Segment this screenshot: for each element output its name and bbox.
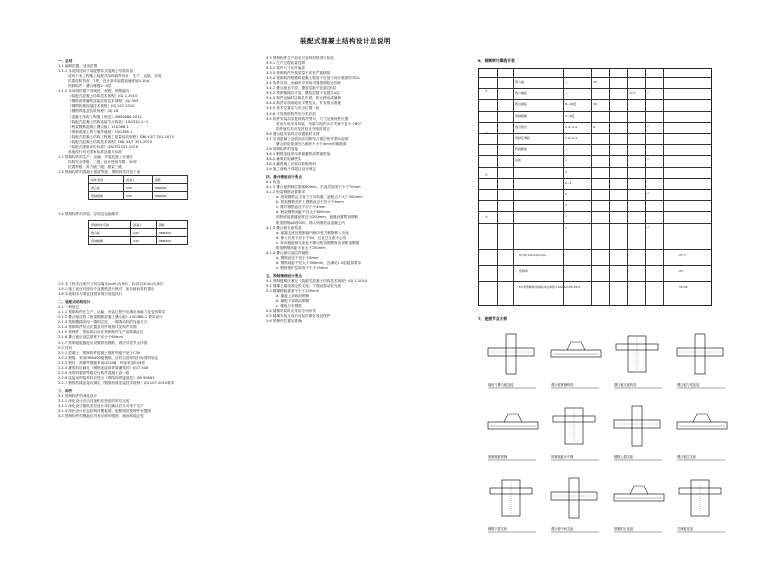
table-cell: 构件类别: [89, 176, 124, 184]
table-cell: C30: [123, 192, 152, 200]
note-line: 3.3.2 构件尺寸允许偏差: [266, 66, 306, 71]
table-cell: HRB400: [156, 229, 187, 237]
note-line: 《混凝土结构工程施工规范》GB50666-2011: [68, 114, 142, 119]
table-cell: 17.7: [629, 91, 636, 96]
table-cell: 预制构件名称: [89, 221, 131, 229]
note-line: 3.5 构件安装前应复核构件型号、尺寸及预埋件位置: [266, 116, 349, 121]
note-line: 2.1.3 预制楼梯采用一端固定铰、一端滑动铰的连接方式: [58, 320, 148, 325]
note-line: 《装配式混凝土结构技术规程》DBJ 43/T 301-2015: [68, 139, 153, 144]
detail-caption: 叠合板与梁连接: [677, 383, 700, 387]
note-line: 《钢筋焊接及验收规程》JGJ 18: [68, 109, 119, 114]
note-line: 1.5.1 施工前应对照各专业图纸进行核对，如有疑问及时提出: [58, 287, 155, 292]
check-icon: ✓: [647, 191, 650, 195]
group-marker-icon: ①: [485, 89, 488, 93]
note-line: 五、预制楼梯设计要点: [266, 273, 302, 278]
table-summary: 25: [679, 269, 683, 273]
table-cell: C30: [131, 229, 157, 237]
table-summary: 预制率: [519, 269, 529, 273]
table-cell: 2: [565, 192, 567, 196]
note-line: 1.2 预制构件的生产、运输、安装及施工应遵守: [58, 154, 134, 159]
detail-caption: 叠合板中间支座: [551, 527, 574, 531]
table-cell: 混凝土: [123, 176, 152, 184]
table-row: [89, 229, 188, 237]
note-line: 3.1.1 深化设计应由具备相应资质的单位完成: [58, 399, 130, 404]
table-summary: Q=Q₁×Q₂×Q₃×Q₄: [519, 253, 546, 257]
table-cell: C30: [123, 184, 152, 192]
table-row: [89, 176, 188, 184]
table-cell: 1: [565, 203, 567, 208]
note-line: 3.3.4 预制构件脱模时混凝土强度不应低于设计强度的75%: [266, 76, 360, 81]
table-cell: 2~3: [565, 180, 572, 185]
note-line: 叠合面应做成凹凸深度不小于4mm的粗糙面: [276, 141, 347, 146]
detail-caption: 楼梯下端支座: [488, 527, 508, 531]
table-cell: 预制楼梯: [89, 237, 131, 245]
note-line: 3.1.3 深化设计应包括构件模板图、配筋图及预埋件布置图: [58, 409, 151, 414]
note-line: 《装配式混凝土结构技术规程》JGJ 1-2014: [68, 94, 138, 99]
table-summary: P=Σ预制构件体积/Σ总体积×100%=55.35%: [519, 285, 581, 289]
note-line: b. 桁架钢筋弦杆上钢筋直径不宜小于8mm: [276, 200, 344, 205]
table-cell: 预制楼梯: [515, 113, 528, 118]
table-cell: 预制飘窗: [515, 147, 528, 152]
note-line: 5.3 楼梯梯板板厚不小于120mm: [266, 289, 320, 294]
table-cell: 预制空调板: [515, 136, 531, 140]
note-line: 《钢筋套筒灌浆连接应用技术规程》JGJ 355: [68, 99, 139, 104]
note-line: 3.8.1 钢筋连接采用套筒灌浆或浆锚搭接: [266, 151, 331, 156]
note-line: 3.3.1 生产过程质量控制: [266, 61, 306, 66]
detail-caption: 预制墙板竖缝: [488, 455, 508, 459]
note-line: 采用专用吊具吊装，吊索与构件水平夹角不宜小于60°: [276, 121, 362, 126]
page-title: 装配式混凝土结构设计总说明: [300, 37, 391, 45]
note-line: b. 钢筋间距不宜大于300mm，宜满足1.5倍板厚要求: [276, 260, 362, 265]
table-cell: 混凝土: [131, 221, 157, 229]
table-material-grades: [88, 175, 188, 200]
note-line: 3.4.6 不同规格构件应分类存放: [266, 111, 316, 116]
table-cell: 1: [565, 158, 567, 163]
note-line: 2.2.4 灌浆料应满足《钢筋连接用套筒灌浆料》JG/T 408: [58, 365, 149, 370]
note-line: 4.1.3 叠合板支座构造：: [266, 225, 306, 230]
note-line: c. 梯板分布钢筋: [276, 304, 302, 309]
table-cell: 1: [565, 225, 567, 230]
note-line: 预制构件：叠合楼板2~4层: [68, 84, 112, 89]
note-line: 5.1 预制楼梯应满足《装配式混凝土结构技术规程》JGJ 1-2014: [266, 279, 368, 284]
check-icon: ✓: [647, 157, 650, 162]
note-line: 4.1.2 桁架钢筋设置要求：: [266, 190, 309, 195]
note-line: 3.3.3 预制构件外观质量不应有严重缺陷: [266, 71, 331, 76]
note-line: 2.2.1 混凝土：预制构件混凝土强度等级不低于C30: [58, 350, 141, 355]
table-cell: HRB400: [152, 192, 187, 200]
note-line: 3.2 预制构件的模板应具有足够的强度、刚度和稳定性: [58, 414, 144, 419]
column-2-notes: [266, 56, 466, 324]
details-drawing: [478, 322, 738, 547]
table-cell: 叠合楼板: [515, 102, 528, 107]
note-line: 《装配式混凝土结构工程施工质量验收规程》DBJ 43/T 301-2013: [68, 134, 174, 139]
note-line: d. 桁架钢筋间距不宜大于600mm: [276, 210, 331, 215]
table-cell: 2~3层: [565, 113, 575, 118]
table-row: [89, 221, 188, 229]
note-line: 3.8 预制构件的连接: [266, 146, 299, 151]
table-row: [89, 192, 188, 200]
note-line: 4.1.1 叠合板预制层厚度60mm，后浇层厚度不小于70mm: [266, 185, 361, 190]
note-line: 适用于本工程地上装配式结构构件设计、生产、运输、安装: [68, 74, 162, 79]
note-line: 3.4.2 预制楼梯宜平放，叠放层数不宜超过4层: [266, 91, 340, 96]
note-line: c. 腹杆钢筋直径不应小于4mm: [276, 205, 326, 210]
note-line: 3.6 叠合板安装时应设置临时支撑: [266, 131, 320, 136]
prefab-stats-table: [478, 68, 712, 306]
table-cell: 19: [593, 102, 597, 107]
note-line: 抗震设防烈度：7度，设计基本地震加速度值0.10g: [68, 79, 149, 84]
note-line: 5.6 预埋件位置应准确: [266, 319, 302, 324]
detail-caption: 预制阳台连接: [614, 527, 634, 531]
table-cell: 其他: [515, 158, 522, 163]
note-line: 3.4.1 叠合板宜平放，叠放层数不宜超过6层: [266, 86, 337, 91]
note-line: 《钢筋机械连接技术规程》JGJ 107-2010: [68, 104, 135, 109]
detail-caption: 墙板与叠合板连接: [488, 383, 514, 387]
detail-caption: 预制墙板水平缝: [551, 455, 574, 459]
note-line: b. 伸入长度不应小于5d，且宜过支座中心线: [276, 235, 347, 240]
table-cell: 叠合板: [89, 184, 124, 192]
table-cell: 钢筋: [156, 221, 187, 229]
table-lifting: [88, 220, 188, 245]
detail-caption: 叠合板拼缝构造: [551, 383, 574, 387]
note-line: b. 梯板下部纵向钢筋: [276, 299, 310, 304]
table-cell: 70: [593, 80, 597, 84]
note-line: 3.4.4 构件存放场地应平整坚实，并有排水措施: [266, 101, 341, 106]
note-line: 2.2.6 连接用焊接材料应符合《钢结构焊接规范》GB 50661: [58, 375, 155, 380]
note-line: 2.2 材料: [58, 345, 73, 350]
note-line: 3.4 构件存放、运输时应采取可靠措施防止损坏: [266, 81, 342, 86]
note-line: c. 单向板板侧支座处不伸出构造钢筋时应设附加钢筋: [276, 240, 360, 245]
note-line: 3.4.3 构件运输时应绑扎牢固，防止移动或倾倒: [266, 96, 341, 101]
note-line: 《装配式建筑评价标准》GB/T51231-2016: [68, 144, 139, 149]
note-line: 2.2.5 坐浆料强度等级应比构件混凝土高一级: [58, 370, 130, 375]
note-line: 2.1.7 预制板板缝处应设置附加钢筋，做法详见节点详图: [58, 340, 148, 345]
note-line: 《桁架钢筋混凝土叠合板》15G366-1: [68, 124, 129, 129]
details-title: 7、连接节点大样: [478, 316, 508, 321]
note-line: 2.1.1 预制构件在生产、运输、吊装过程中应满足承载力及变形要求: [58, 310, 166, 315]
note-line: 预制底板板缝宽度宜为200mm，板缝设置附加钢筋: [276, 215, 359, 220]
note-line: 1.1 编制依据、适用范围: [58, 64, 98, 69]
table-row: [89, 237, 188, 245]
table-cell: —: [565, 147, 568, 152]
table-cell: 1.4~2.4: [565, 136, 578, 140]
note-line: 2.2.2 钢筋：采用HRB400级钢筋，应符合国家现行标准的规定: [58, 355, 159, 360]
note-line: a. 梯板上部纵向钢筋: [276, 294, 310, 299]
note-line: 附加钢筋φ5@200，锚入两侧后浇混凝土内: [276, 220, 346, 225]
table-row: [89, 184, 188, 192]
note-line: 5.5 楼梯安装完成后应及时做好成品保护: [266, 314, 331, 319]
table-cell: 剪力墙: [515, 80, 525, 84]
note-line: 1.5 本工程未注明尺寸均以毫米(mm)为单位，标高以米(m)为单位: [58, 282, 164, 286]
table-cell: 预制楼梯: [89, 192, 124, 200]
note-line: 3.1 预制构件的深化设计: [58, 393, 98, 398]
column-1-notes-c: [58, 282, 258, 419]
note-line: 2.2.7 钢筋机械连接应满足《钢筋机械连接技术规程》JGJ 107-2010要求: [58, 380, 175, 385]
note-line: 3.7 后浇混凝土浇筑前应清除结合面浮浆并洒水湿润: [266, 136, 349, 141]
note-line: 4.1.4 叠合板后浇层内钢筋: [266, 250, 309, 255]
table-cell: 4: [565, 169, 567, 174]
note-line: 2.2.3 钢材：预埋件钢板采用Q235B，焊条采用E43型: [58, 360, 145, 365]
note-line: 抗震等级：剪力墙三级；框架三级: [68, 164, 122, 169]
note-line: 《预制混凝土剪力墙外墙板》15G365-1: [68, 129, 133, 134]
table-cell: —: [565, 91, 568, 96]
note-line: 1.4 预制构件的吊装、存放及运输要求: [58, 212, 119, 216]
table-title: 6、预制率计算统计表: [478, 58, 515, 63]
group-marker-icon: ②: [485, 131, 488, 135]
note-line: a. 钢筋直径不宜小于6mm: [276, 255, 319, 260]
note-line: 3.3 预制构件生产前应对各种材料进行检验: [266, 56, 334, 60]
note-line: c. 钢筋保护层厚度不小于15mm: [276, 265, 328, 270]
note-line: 3.4.5 垫木位置应与吊点位置一致: [266, 106, 320, 111]
table-cell: 1: [565, 214, 567, 219]
note-line: 2.1.2 叠合板应按《桁架钢筋混凝土叠合板》15G366-1 要求设计: [58, 315, 163, 320]
note-line: 1.1.1 本说明适用于装配整体式混凝土结构房屋: [58, 69, 133, 74]
detail-caption: 叠合板支座构造: [614, 383, 637, 387]
note-line: 5.2 楼梯上端设固定铰支座，下端设滑动铰支座: [266, 284, 342, 289]
note-line: 1.3 预制构件的混凝土强度等级、钢筋种类详见下表: [58, 170, 141, 175]
note-line: 构件就位后应及时校正并临时固定: [276, 126, 330, 131]
table-cell: 9: [593, 124, 595, 129]
note-line: 3.8.3 灌浆施工应留存影像资料: [266, 161, 316, 166]
table-cell: 1.4~2.4: [565, 124, 578, 129]
detail-caption: 叠合板边支座: [677, 455, 697, 459]
note-line: 二、装配式结构设计: [58, 300, 91, 305]
column-1-notes-b: [58, 212, 248, 217]
note-line: 1.1.2 本说明依据下列规范、规程、图集编写：: [58, 89, 133, 94]
table-cell: C30: [131, 237, 157, 245]
note-line: 3.8.2 灌浆应饱满密实: [266, 156, 302, 161]
note-line: a. 板端支座处预制板内纵向受力钢筋伸入支座: [276, 230, 349, 235]
table-cell: 钢筋: [152, 176, 187, 184]
note-line: 2.1.4 预制构件吊点位置及吊件规格详见构件详图: [58, 325, 137, 330]
group-marker-icon: ③: [485, 173, 488, 177]
table-cell: HRB400: [152, 184, 187, 192]
table-cell: —: [565, 80, 568, 84]
note-line: a. 桁架钢筋沿主受力方向布置，距板边不大于300mm: [276, 195, 363, 200]
check-icon: ✓: [647, 123, 650, 128]
note-line: 其他现行有关国家标准及地方标准: [68, 149, 122, 154]
note-line: 结构安全等级：二级；设计使用年限：50年: [68, 159, 138, 164]
table-cell: 叠合墙板: [515, 91, 528, 96]
detail-caption: 空调板连接: [677, 527, 693, 531]
detail-caption: 楼梯上端支座: [614, 455, 634, 459]
table-cell: 叠合阳台: [515, 124, 528, 129]
check-icon: ✓: [647, 90, 650, 95]
table-summary: 27.7: [679, 253, 686, 257]
note-line: 三、构件: [58, 388, 73, 393]
note-line: 2.1 一般规定: [58, 305, 80, 310]
table-cell: 8~10层: [565, 102, 577, 107]
note-line: 四、叠合楼板设计要点: [266, 175, 302, 180]
note-line: 附加钢筋间距不宜大于250mm: [276, 245, 326, 250]
note-line: 一、总则: [58, 59, 73, 63]
note-line: 4.1 构造: [266, 180, 281, 185]
table-cell: HRB400: [156, 237, 187, 245]
note-line: 2.1.5 预埋件、预留洞口应在预制构件生产前准确定位: [58, 330, 144, 335]
note-line: 3.9 施工荷载不得超过设计规定: [266, 167, 316, 172]
check-icon: ✓: [647, 224, 650, 229]
note-line: 《装配式混凝土结构连接节点构造》15G310-1~2: [68, 119, 149, 124]
note-line: 2.1.6 叠合板后浇层厚度不应小于60mm: [58, 335, 123, 340]
group-marker-icon: ④: [485, 215, 488, 219]
table-cell: 叠合板: [89, 229, 131, 237]
table-summary: 55.35: [679, 285, 688, 289]
note-line: 3.1.2 深化设计图纸应经设计单位确认后方可用于生产: [58, 404, 144, 409]
note-line: 1.6 本说明未尽事宜按国家现行规范执行: [58, 292, 123, 297]
column-1-notes: [58, 56, 248, 175]
note-line: 5.4 楼梯吊装时应采用专用吊具: [266, 309, 316, 314]
